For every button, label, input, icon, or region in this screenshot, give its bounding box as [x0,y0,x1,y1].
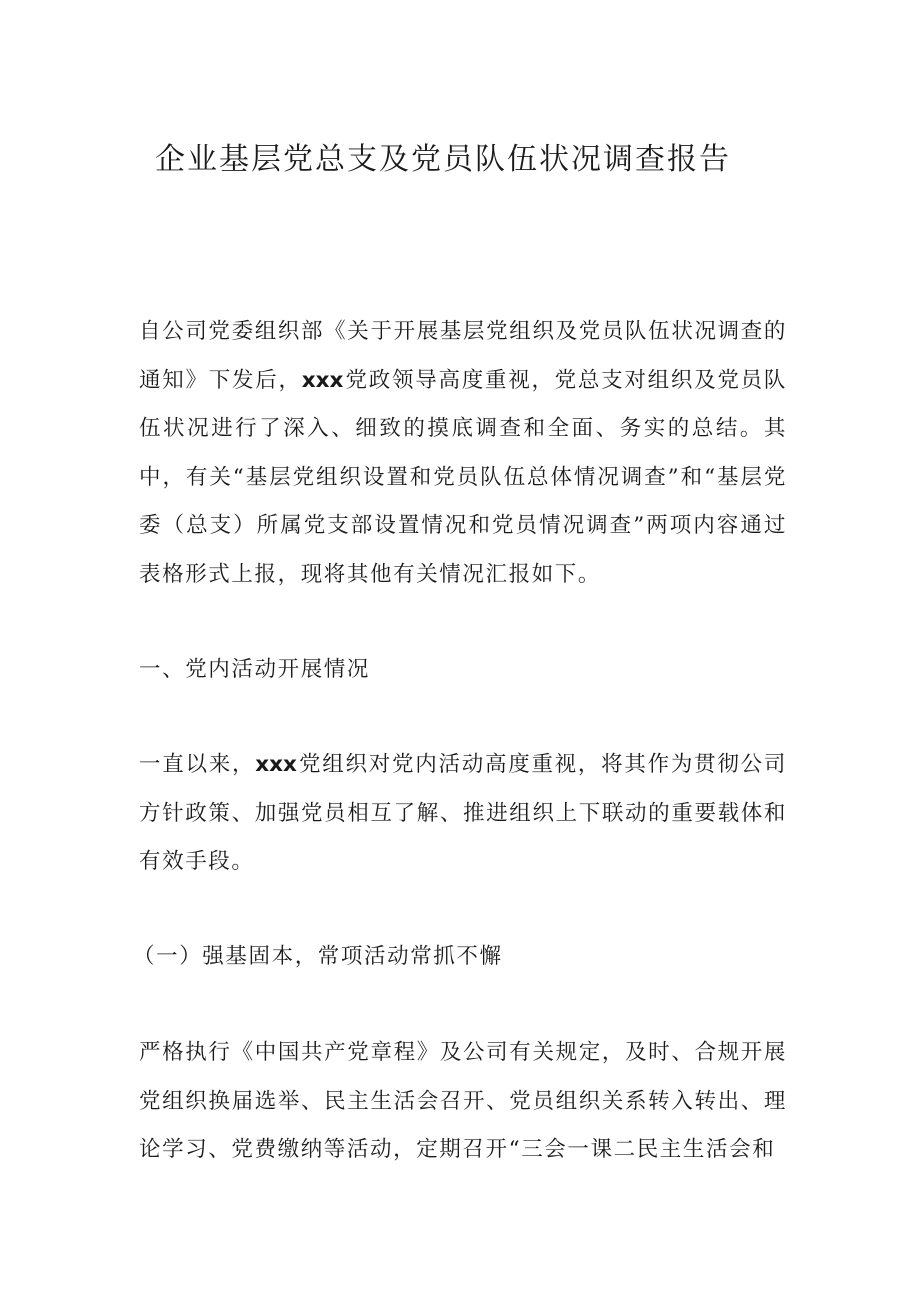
intro-text-part2: 党政领导高度重视，党总支对组织及党员队伍状况进行了深入、细致的摸底调查和全面、务实的总结。其中，有关“基层党组织设置和党员队伍总体情况调查”和“基层党委（总支）所属党支部设置情况和党员情况调查”两项内容通过表格形式上报，现将其他有关情况汇报如下。 [139,367,787,587]
section-heading: 一、党内活动开展情况 [139,657,371,682]
subsection-paragraph: 严格执行《中国共产党章程》及公司有关规定，及时、合规开展党组织换届选举、民主生活会召开、党员组织关系转入转出、理论学习、党费缴纳等活动，定期召开“三会一课二民主生活会和 [139,1040,787,1162]
section-text-part2: 党组织对党内活动高度重视，将其作为贯彻公司方针政策、加强党员相互了解、推进组织上下联动的重要载体和有效手段。 [139,752,787,874]
document-title: 企业基层党总支及党员队伍状况调查报告 [155,142,731,177]
intro-paragraph [139,308,787,599]
section-org-name: xxx [255,752,297,777]
subsection-heading: （一）强基固本，常项活动常抓不懈 [133,944,503,969]
section-text-part1: 一直以来， [139,752,256,777]
intro-org-name: xxx [301,367,344,393]
intro-text-part1: 自公司党委组织部《关于开展基层党组织及党员队伍状况调查的通知》下发后， [139,319,787,393]
section-paragraph [139,741,787,887]
